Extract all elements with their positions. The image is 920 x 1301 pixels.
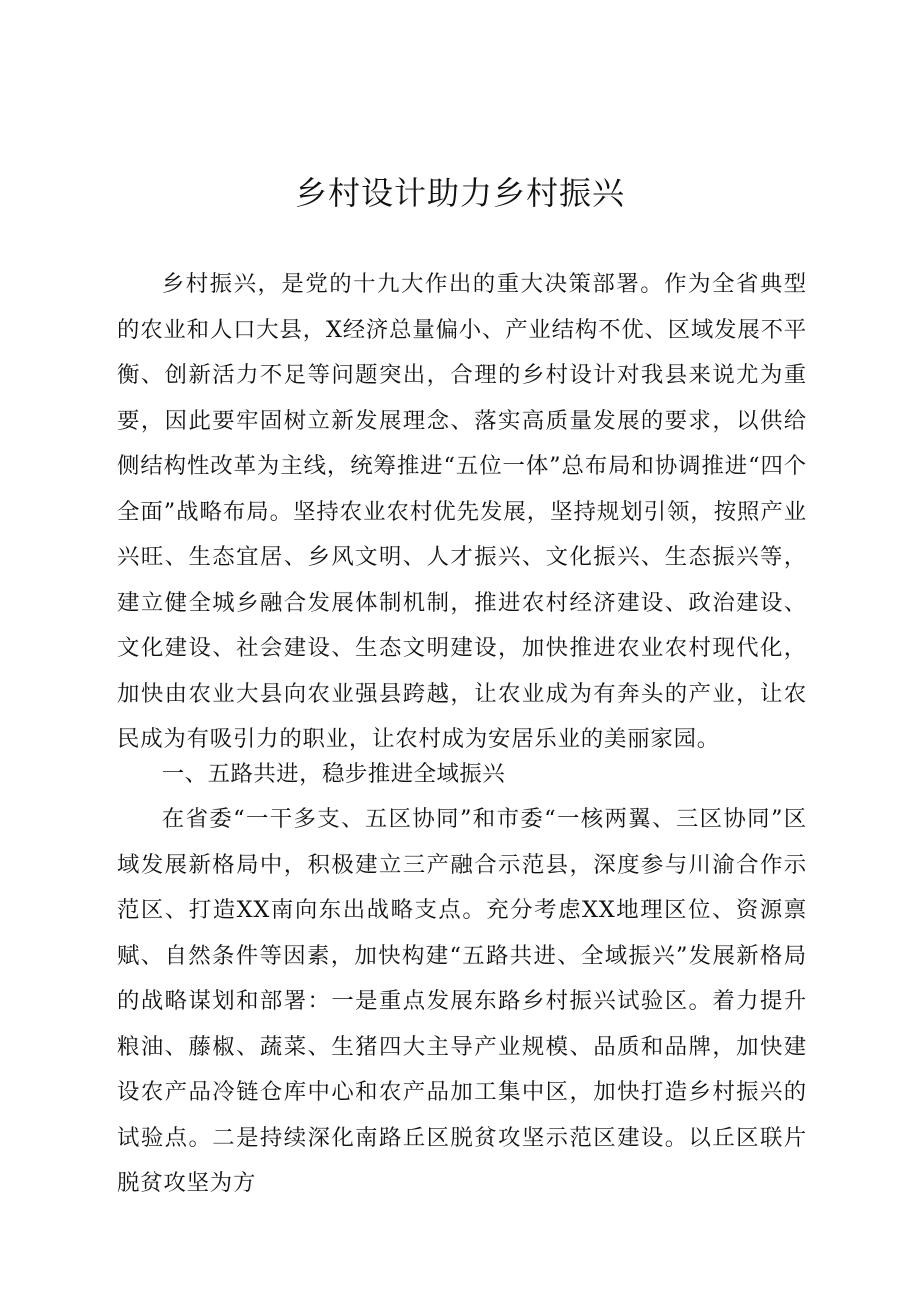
- body-paragraph-1: 乡村振兴，是党的十九大作出的重大决策部署。作为全省典型的农业和人口大县，X经济总量偏小、产业结构不优、区域发展不平衡、创新活力不足等问题突出，合理的乡村设计对我县来说尤为重要，因此要牢固树立新发展理念、落实高质量发展的要求，以供给侧结构性改革为主线，统筹推进“五位一体”总布局和协调推进“四个全面”战略布局。坚持农业农村优先发展，坚持规划引领，按照产业兴旺、生态宜居、乡风文明、人才振兴、文化振兴、生态振兴等，建立健全城乡融合发展体制机制，推进农村经济建设、政治建设、文化建设、社会建设、生态文明建设，加快推进农业农村现代化，加快由农业大县向农业强县跨越，让农业成为有奔头的产业，让农民成为有吸引力的职业，让农村成为安居乐业的美丽家园。: [117, 271, 807, 752]
- section-heading-1: 一、五路共进，稳步推进全域振兴: [161, 761, 506, 787]
- body-paragraph-2: 在省委“一干多支、五区协同”和市委“一核两翼、三区协同”区域发展新格局中，积极建立三产融合示范县，深度参与川渝合作示范区、打造XX南向东出战略支点。充分考虑XX地理区位、资源禀赋、自然条件等因素，加快构建“五路共进、全域振兴”发展新格局的战略谋划和部署：一是重点发展东路乡村振兴试验区。着力提升粮油、藤椒、蔬菜、生猪四大主导产业规模、品质和品牌，加快建设农产品冷链仓库中心和农产品加工集中区，加快打造乡村振兴的试验点。二是持续深化南路丘区脱贫攻坚示范区建设。以丘区联片脱贫攻坚为方: [117, 806, 807, 1196]
- document-title: 乡村设计助力乡村振兴: [294, 174, 625, 212]
